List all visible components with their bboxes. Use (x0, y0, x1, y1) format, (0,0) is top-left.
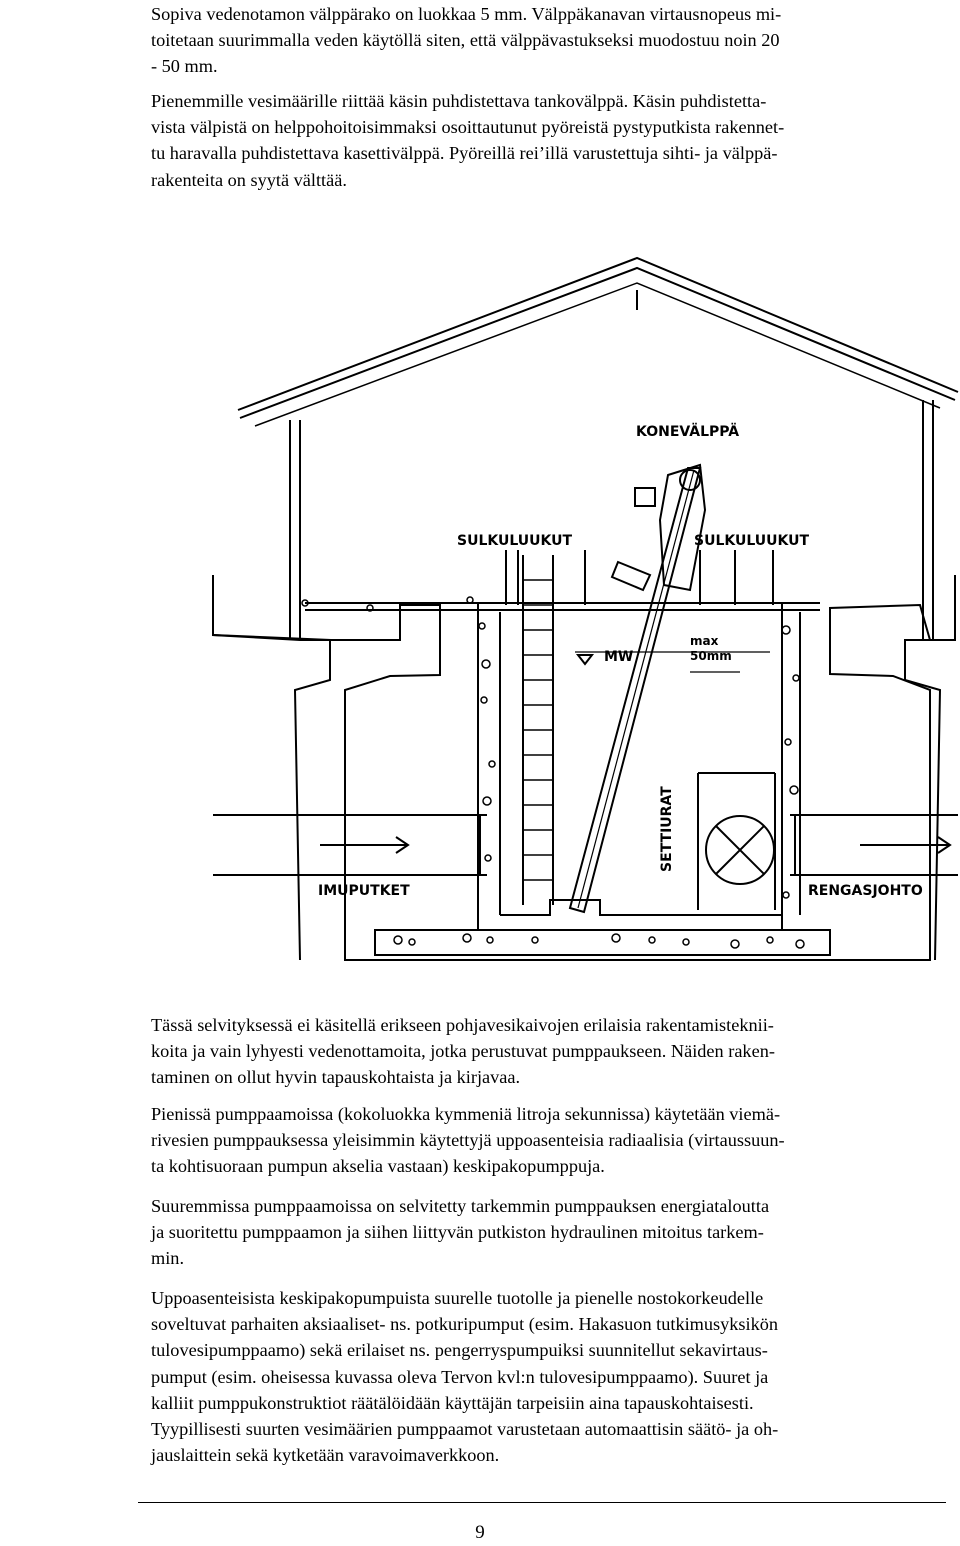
right-wall (923, 400, 933, 640)
text-line: toitetaan suurimmalla veden käytöllä siten, että välppävastukseksi muodostuu noin 20 (151, 30, 780, 51)
paragraph-submersible-pumps (151, 1285, 944, 1468)
screen-box (612, 562, 650, 590)
settling-pipe-body (698, 773, 775, 910)
paragraph-large-stations (151, 1193, 944, 1272)
text-line: Tyypillisesti suurten vesimäärien pumppaamot varustetaan automaattisin säätö- ja oh- (151, 1419, 779, 1440)
text-line: Pienemmille vesimäärille riittää käsin puhdistettava tankovälppä. Käsin puhdistetta- (151, 91, 767, 111)
roof-inner-2 (255, 283, 940, 426)
text-line: jauslaittein sekä kytketään varavoimaverkkoon. (151, 1445, 500, 1466)
foundation-outline (213, 575, 955, 960)
ladder-rungs (523, 580, 553, 880)
label-gates-left: SULKULUUKUT (457, 533, 573, 549)
screen-conveyor-inner (578, 470, 694, 908)
text-line: taminen on ollut hyvin tapauskohtaista ja kirjavaa. (151, 1067, 521, 1088)
screen-conveyor (570, 468, 700, 912)
shaft-left-wall (478, 603, 500, 930)
label-max-2: 50mm (690, 649, 732, 663)
text-line: pumput (esim. oheisessa kuvassa oleva Tervon kvl:n tulovesipumppaamo). Suuret ja (151, 1366, 769, 1387)
page-number: 9 (475, 1522, 485, 1543)
text-line: vista välpistä on helppohoitoisimmaksi osoittautunut pyöreistä pystyputkista rakennet- (151, 117, 785, 138)
water-level-symbol (578, 655, 592, 664)
text-line: min. (151, 1248, 185, 1269)
text-line: rivesien pumppauksessa yleisimmin käytettyjä uppoasenteisia radiaalisia (virtaussuun- (151, 1130, 785, 1151)
label-ring-main: RENGASJOHTO (808, 883, 923, 899)
text-line: rakenteita on syytä välttää. (151, 169, 347, 190)
text-line: Uppoasenteisista keskipakopumpuista suurelle tuotolle ja pienelle nostokorkeudelle (151, 1288, 764, 1308)
left-wall (290, 420, 300, 640)
label-machine-screen: KONEVÄLPPÄ (636, 424, 740, 440)
gate-left-posts (506, 550, 585, 605)
label-max-1: max (690, 634, 719, 648)
ground-left (213, 635, 330, 960)
text-line: - 50 mm. (151, 56, 218, 77)
base-slab (375, 930, 830, 955)
paragraph-small-stations (151, 1101, 944, 1180)
text-line: kalliit pumppukonstruktiot räätälöidään käyttäjän tarpeisiin aina tapauskohtaisesti. (151, 1392, 754, 1413)
intake-station-cross-section (200, 250, 960, 990)
paragraph-wells (151, 1012, 944, 1091)
text-line: koita ja vain lyhyesti vedenottamoita, jotka perustuvat pumppaukseen. Näiden raken- (151, 1041, 775, 1062)
text-line: Sopiva vedenotamon välppärako on luokkaa 5 mm. Välppäkanavan virtausnopeus mi- (151, 4, 782, 24)
roof-outer (238, 258, 958, 410)
text-line: Suuremmissa pumppaamoissa on selvitetty tarkemmin pumppauksen energiataloutta (151, 1196, 770, 1216)
label-settling-pipes: SETTIURAT (659, 786, 675, 872)
footer-divider (138, 1502, 946, 1503)
text-line: ta kohtisuoraan pumpun akselia vastaan) keskipakopumppuja. (151, 1156, 605, 1177)
paragraph-screen-gap (151, 1, 944, 80)
text-line: Tässä selvityksessä ei käsitellä erikseen pohjavesikaivojen erilaisia rakentamisteknii- (151, 1015, 774, 1035)
text-line: tulovesipumppaamo) sekä erilaiset ns. pengerryspumpuiksi suunnitellut sekavirtaus- (151, 1340, 768, 1361)
label-water-level: MW (604, 649, 634, 665)
label-gates-right: SULKULUUKUT (694, 533, 810, 549)
paragraph-bar-screen (151, 88, 944, 193)
shaft-right-wall (782, 603, 800, 930)
floor-slab (305, 603, 820, 610)
text-line: tu haravalla puhdistettava kasettivälppä. Pyöreillä rei’illä varustettuja sihti- ja välppä- (151, 143, 778, 164)
text-line: Pienissä pumppaamoissa (kokoluokka kymmeniä litroja sekunnissa) käytetään viemä- (151, 1104, 781, 1124)
screen-motor (635, 488, 655, 506)
text-line: soveltuvat parhaiten aksiaaliset- ns. potkuripumput (esim. Hakasuon tutkimusyksikön (151, 1314, 779, 1335)
roof-inner (240, 268, 955, 418)
gate-right-posts (700, 550, 773, 605)
label-suction-pipes: IMUPUTKET (318, 883, 410, 899)
text-line: ja suoritettu pumppaamon ja siihen liittyvän putkiston hydraulinen mitoitus tarkem- (151, 1222, 764, 1243)
valve-cross (716, 826, 764, 874)
suction-arrow (320, 837, 408, 853)
